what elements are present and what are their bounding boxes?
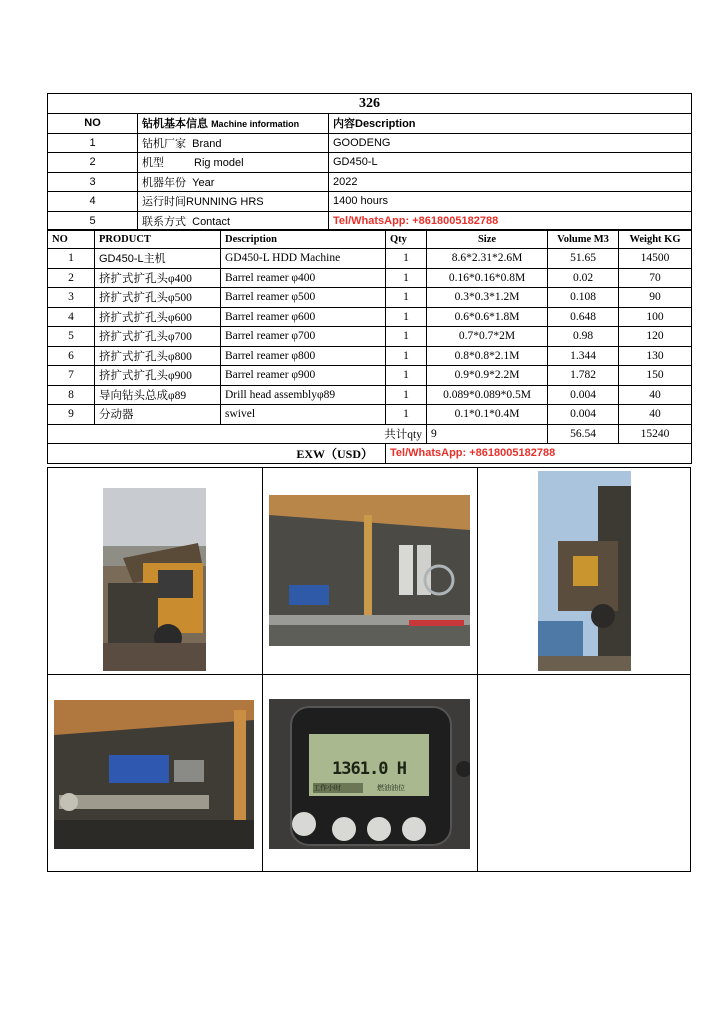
product-no: 3 <box>48 288 95 308</box>
product-no: 2 <box>48 268 95 288</box>
product-name: GD450-L主机 <box>95 249 221 269</box>
info-header-row <box>48 114 692 134</box>
product-no: 4 <box>48 307 95 327</box>
info-no: 4 <box>48 192 138 212</box>
machine-info-table <box>47 93 692 231</box>
product-weight: 40 <box>619 405 692 425</box>
info-row <box>48 211 692 231</box>
info-header-no: NO <box>48 114 138 134</box>
photo-hydraulic-pump[interactable] <box>54 700 254 849</box>
contact-value[interactable]: Tel/WhatsApp: +8618005182788 <box>329 211 692 231</box>
col-header-qty: Qty <box>386 230 427 249</box>
product-row <box>48 327 692 347</box>
product-volume: 0.108 <box>548 288 619 308</box>
info-label-en: Rig model <box>194 157 244 170</box>
exw-contact[interactable]: Tel/WhatsApp: +8618005182788 <box>386 444 692 464</box>
info-no: 2 <box>48 153 138 173</box>
product-row <box>48 366 692 386</box>
info-row <box>48 172 692 192</box>
product-row <box>48 249 692 269</box>
grid-divider <box>477 468 478 871</box>
product-qty: 1 <box>386 288 427 308</box>
product-name: 挤扩式扩孔头φ500 <box>95 288 221 308</box>
product-size: 0.7*0.7*2M <box>427 327 548 347</box>
product-description: Drill head assemblyφ89 <box>221 385 386 405</box>
info-row <box>48 153 692 173</box>
product-row <box>48 346 692 366</box>
photo-rig-tower-image <box>538 471 631 671</box>
grid-divider <box>48 674 690 675</box>
product-no: 5 <box>48 327 95 347</box>
exw-label: EXW（USD） <box>48 444 386 464</box>
product-weight: 70 <box>619 268 692 288</box>
total-qty: 9 <box>427 424 548 444</box>
product-header-row <box>48 230 692 249</box>
product-volume: 0.02 <box>548 268 619 288</box>
info-label <box>138 192 329 212</box>
product-description: Barrel reamer φ700 <box>221 327 386 347</box>
info-no: 3 <box>48 172 138 192</box>
product-size: 0.089*0.089*0.5M <box>427 385 548 405</box>
info-label-en: Contact <box>192 215 231 228</box>
info-label-en: Year <box>192 176 215 189</box>
info-no: 5 <box>48 211 138 231</box>
product-row <box>48 288 692 308</box>
info-value: GD450-L <box>329 153 692 173</box>
product-no: 9 <box>48 405 95 425</box>
info-label-cn: 运行时间 <box>142 196 186 209</box>
product-table <box>47 229 692 464</box>
info-value: 1400 hours <box>329 192 692 212</box>
product-volume: 0.648 <box>548 307 619 327</box>
product-description: Barrel reamer φ600 <box>221 307 386 327</box>
product-no: 7 <box>48 366 95 386</box>
product-row <box>48 268 692 288</box>
product-description: Barrel reamer φ400 <box>221 268 386 288</box>
product-row <box>48 405 692 425</box>
product-qty: 1 <box>386 249 427 269</box>
info-label <box>138 153 329 173</box>
product-volume: 1.782 <box>548 366 619 386</box>
photo-grid <box>47 467 691 872</box>
product-qty: 1 <box>386 327 427 347</box>
product-qty: 1 <box>386 385 427 405</box>
product-weight: 120 <box>619 327 692 347</box>
grid-divider <box>262 468 263 871</box>
product-size: 0.3*0.3*1.2M <box>427 288 548 308</box>
info-header-machine-cn: 钻机基本信息 <box>142 118 208 131</box>
product-volume: 1.344 <box>548 346 619 366</box>
product-description: Barrel reamer φ500 <box>221 288 386 308</box>
product-name: 挤扩式扩孔头φ900 <box>95 366 221 386</box>
product-qty: 1 <box>386 268 427 288</box>
info-label-cn: 机型 <box>142 157 164 170</box>
info-header-description: 内容Description <box>329 114 692 134</box>
product-weight: 150 <box>619 366 692 386</box>
total-label: 共计qty <box>48 424 427 444</box>
col-header-weight: Weight KG <box>619 230 692 249</box>
col-header-size: Size <box>427 230 548 249</box>
photo-hour-meter[interactable] <box>269 699 470 849</box>
product-weight: 14500 <box>619 249 692 269</box>
info-label <box>138 133 329 153</box>
product-description: Barrel reamer φ900 <box>221 366 386 386</box>
meter-caption-left: 工作小时 <box>313 783 363 793</box>
product-name: 导向钻头总成φ89 <box>95 385 221 405</box>
total-row <box>48 424 692 444</box>
col-header-volume: Volume M3 <box>548 230 619 249</box>
product-volume: 0.004 <box>548 385 619 405</box>
product-size: 0.9*0.9*2.2M <box>427 366 548 386</box>
col-header-description: Description <box>221 230 386 249</box>
info-label-en: RUNNING HRS <box>186 196 264 209</box>
product-name: 挤扩式扩孔头φ800 <box>95 346 221 366</box>
info-value: 2022 <box>329 172 692 192</box>
col-header-product: PRODUCT <box>95 230 221 249</box>
info-label-en: Brand <box>192 137 222 150</box>
product-volume: 51.65 <box>548 249 619 269</box>
info-label <box>138 172 329 192</box>
info-no: 1 <box>48 133 138 153</box>
document-number: 326 <box>48 94 692 114</box>
product-size: 8.6*2.31*2.6M <box>427 249 548 269</box>
exw-row <box>48 444 692 464</box>
product-weight: 40 <box>619 385 692 405</box>
product-name: 挤扩式扩孔头φ600 <box>95 307 221 327</box>
info-header-machine <box>138 114 329 134</box>
photo-rig-field[interactable] <box>103 488 206 671</box>
product-weight: 90 <box>619 288 692 308</box>
product-row <box>48 385 692 405</box>
photo-rig-field-image <box>103 488 206 671</box>
product-rows <box>48 249 692 425</box>
product-qty: 1 <box>386 307 427 327</box>
product-description: GD450-L HDD Machine <box>221 249 386 269</box>
product-no: 1 <box>48 249 95 269</box>
product-size: 0.1*0.1*0.4M <box>427 405 548 425</box>
product-description: swivel <box>221 405 386 425</box>
product-name: 挤扩式扩孔头φ400 <box>95 268 221 288</box>
product-name: 分动器 <box>95 405 221 425</box>
info-value: GOODENG <box>329 133 692 153</box>
meter-caption-right: 燃油油位 <box>377 784 405 792</box>
product-qty: 1 <box>386 366 427 386</box>
photo-rig-tower[interactable] <box>538 471 631 671</box>
product-weight: 100 <box>619 307 692 327</box>
product-qty: 1 <box>386 346 427 366</box>
product-volume: 0.004 <box>548 405 619 425</box>
product-name: 挤扩式扩孔头φ700 <box>95 327 221 347</box>
product-description: Barrel reamer φ800 <box>221 346 386 366</box>
photo-hydraulic-pump-image <box>54 700 254 849</box>
total-weight: 15240 <box>619 424 692 444</box>
info-row <box>48 133 692 153</box>
total-volume: 56.54 <box>548 424 619 444</box>
info-header-machine-en: Machine information <box>211 119 300 130</box>
product-weight: 130 <box>619 346 692 366</box>
product-volume: 0.98 <box>548 327 619 347</box>
meter-reading: 1361.0 H <box>332 759 406 779</box>
info-label <box>138 211 329 231</box>
info-label-cn: 钻机厂家 <box>142 137 186 150</box>
product-size: 0.6*0.6*1.8M <box>427 307 548 327</box>
photo-engine-bay[interactable] <box>269 495 470 646</box>
product-no: 6 <box>48 346 95 366</box>
info-label-cn: 机器年份 <box>142 176 186 189</box>
product-size: 0.8*0.8*2.1M <box>427 346 548 366</box>
product-qty: 1 <box>386 405 427 425</box>
product-no: 8 <box>48 385 95 405</box>
product-size: 0.16*0.16*0.8M <box>427 268 548 288</box>
info-label-cn: 联系方式 <box>142 215 186 228</box>
info-row <box>48 192 692 212</box>
product-row <box>48 307 692 327</box>
photo-engine-bay-image <box>269 495 470 646</box>
col-header-no: NO <box>48 230 95 249</box>
